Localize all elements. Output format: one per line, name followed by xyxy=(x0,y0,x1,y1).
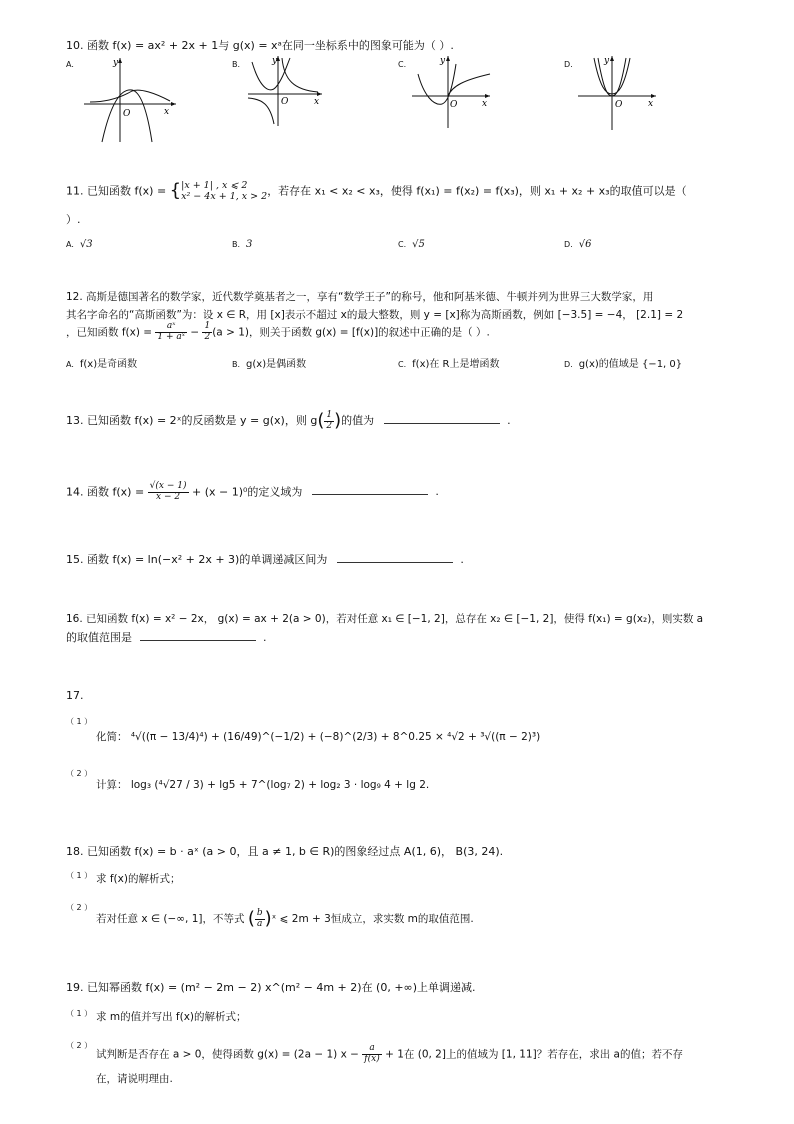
q13-answer-blank[interactable] xyxy=(384,413,500,424)
q10-graph-c xyxy=(410,54,494,130)
q18-sub1-text: 求 f(x)的解析式； xyxy=(96,873,181,885)
q11-option-d[interactable]: D. √6 xyxy=(564,239,592,250)
q12-line-2: 其名字命名的“高斯函数”为：设 x ∈ R，用 [x]表示不超过 x的最大整数，则 y = [x]称为高斯函数，例如 [−3.5] = −4， [2.1] = 2 xyxy=(66,309,684,321)
q16-line-1: 16. 已知函数 f(x) = x² − 2x， g(x) = ax + 2(a > 0)，若对任意 x₁ ∈ [−1, 2]，总存在 x₂ ∈ [−1, 2]，使得 f(x₁) = g(x₂)，则实数 a xyxy=(66,613,704,625)
q10-option-c-label: C. xyxy=(398,60,407,69)
q11-option-c[interactable]: C. √5 xyxy=(398,239,425,250)
svg-text:x: x xyxy=(482,99,488,109)
q17-number: 17. xyxy=(66,689,84,702)
q12-option-d[interactable]: D. g(x)的值域是 {−1, 0} xyxy=(564,359,683,370)
origin-label: O xyxy=(123,109,131,119)
q10-option-d-label: D. xyxy=(564,60,573,69)
q11-option-a[interactable]: A. √3 xyxy=(66,239,93,250)
q10-option-b-label: B. xyxy=(232,60,241,69)
q17-sub1-number: （ 1 ） xyxy=(66,717,93,726)
q19-sub1-number: （ 1 ） xyxy=(66,1009,93,1018)
q19-sub2-text: 试判断是否存在 a > 0，使得函数 g(x) = (2a − 1) x − $\frac{a}{f(x)}$ + 1在 (0, 2]上的值域为 [1, 11]？若存在，求出 a的值；若不存 xyxy=(96,1043,683,1064)
q11-case-1: |x + 1| , x ⩽ 2 xyxy=(181,180,248,191)
svg-text:y: y xyxy=(440,56,446,66)
q14-stem: 14. 函数 f(x) = $\frac{√(x - 1)}{x - 2}$ + (x − 1)⁰的定义域为 . xyxy=(66,481,439,502)
q16-line-2: 的取值范围是 . xyxy=(66,631,267,644)
svg-text:O: O xyxy=(615,100,623,110)
q19-sub2-number: （ 2 ） xyxy=(66,1041,93,1050)
q12-option-b[interactable]: B. g(x)是偶函数 xyxy=(232,359,307,370)
q18-stem: 18. 已知函数 f(x) = b · aˣ (a > 0，且 a ≠ 1, b ∈ R)的图象经过点 A(1, 6)， B(3, 24). xyxy=(66,845,504,858)
q11-stem-end: ）. xyxy=(66,213,81,226)
svg-text:O: O xyxy=(450,100,458,110)
q18-sub2-text: 若对任意 x ∈ (−∞, 1]，不等式 ( $\frac{b}{a}$ )ˣ ⩽ 2m + 3恒成立，求实数 m的取值范围. xyxy=(96,907,474,929)
svg-text:O: O xyxy=(281,97,289,107)
axis-y-label: y xyxy=(113,58,119,68)
q15-answer-blank[interactable] xyxy=(337,552,453,563)
q15-stem: 15. 函数 f(x) = ln(−x² + 2x + 3)的单调递减区间为 . xyxy=(66,553,464,566)
q16-answer-blank[interactable] xyxy=(140,630,256,641)
q18-sub2-number: （ 2 ） xyxy=(66,903,93,912)
svg-text:y: y xyxy=(604,56,610,66)
q12-option-a[interactable]: A. f(x)是奇函数 xyxy=(66,359,138,370)
q12-option-c[interactable]: C. f(x)在 R上是增函数 xyxy=(398,359,500,370)
q17-sub1-text: 化简： ⁴√((π − 13/4)⁴) + (16/49)^(−1/2) + (−8)^(2/3) + 8^0.25 × ⁴√2 + ³√((π − 2)³) xyxy=(96,731,541,743)
q11-option-b[interactable]: B. 3 xyxy=(232,239,253,250)
svg-text:x: x xyxy=(648,99,654,109)
q14-answer-blank[interactable] xyxy=(312,484,428,495)
q13-stem: 13. 已知函数 f(x) = 2ˣ的反函数是 y = g(x)，则 g( $\frac{1}{2}$ )的值为 . xyxy=(66,409,511,431)
q19-stem: 19. 已知幂函数 f(x) = (m² − 2m − 2) x^(m² − 4m + 2)在 (0, +∞)上单调递减. xyxy=(66,981,476,994)
q18-sub1-number: （ 1 ） xyxy=(66,871,93,880)
svg-text:y: y xyxy=(272,56,278,66)
q10-graph-b xyxy=(246,54,326,128)
axis-x-label: x xyxy=(164,107,170,117)
q19-sub1-text: 求 m的值并写出 f(x)的解析式； xyxy=(96,1011,247,1023)
q10-option-a-label: A. xyxy=(66,60,74,69)
q17-sub2-number: （ 2 ） xyxy=(66,769,93,778)
q11-case-2: x² − 4x + 1, x > 2 xyxy=(181,191,268,203)
q19-sub2-text-cont: 在，请说明理由. xyxy=(96,1073,173,1085)
q10-stem: 10. 函数 f(x) = ax² + 2x + 1与 g(x) = xᵃ在同一坐标系中的图象可能为（ ）. xyxy=(66,39,454,52)
q11-stem: 11. 已知函数 f(x) = { |x + 1| , x ⩽ 2 x² − 4x + 1, x > 2 ，若存在 x₁ < x₂ < x₃，使得 f(x₁) = f(x₂) = f(x₃)，则 x₁ + x₂ + x₃的取值可以是（ xyxy=(66,180,687,203)
q12-line-3: ，已知函数 f(x) = $\frac{\text{aˣ}}{\text{1 + aˣ}}$ − $\frac{1}{2}$ (a > 1)，则关于函数 g(x) = [f(x)]的叙述中正确的是（ ）. xyxy=(66,321,490,342)
q17-sub2-text: 计算： log₃ (⁴√27 / 3) + lg5 + 7^(log₇ 2) + log₂ 3 · log₉ 4 + lg 2. xyxy=(96,779,430,791)
q12-line-1: 12. 高斯是德国著名的数学家，近代数学奠基者之一，享有“数学王子”的称号，他和阿基米德、牛顿并列为世界三大数学家，用 xyxy=(66,291,654,303)
svg-text:x: x xyxy=(314,97,320,107)
q10-graph-d xyxy=(576,54,660,132)
q10-graph-a xyxy=(80,56,180,144)
